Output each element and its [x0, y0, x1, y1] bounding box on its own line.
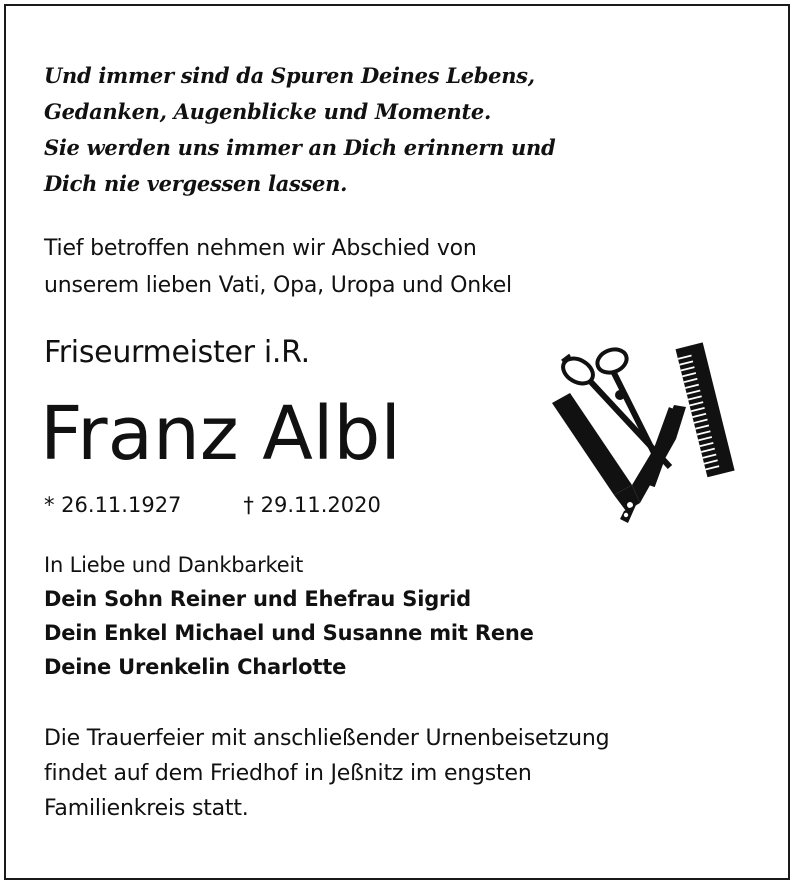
poem-line: Und immer sind da Spuren Deines Lebens,	[44, 63, 535, 88]
death-date: † 29.11.2020	[243, 493, 381, 517]
memorial-poem	[44, 58, 555, 202]
deceased-profession: Friseurmeister i.R.	[44, 335, 310, 370]
life-dates	[44, 489, 381, 521]
intro-line: unserem lieben Vati, Opa, Uropa und Onkel	[44, 273, 512, 298]
ceremony-line: Die Trauerfeier mit anschließender Urnenbeisetzung	[44, 726, 610, 751]
poem-line: Dich nie vergessen lassen.	[44, 171, 348, 196]
intro-line: Tief betroffen nehmen wir Abschied von	[44, 236, 477, 261]
poem-line: Gedanken, Augenblicke und Momente.	[44, 99, 491, 124]
mourners-list	[44, 548, 534, 684]
birth-date: * 26.11.1927	[44, 493, 182, 517]
mourner-entry: Dein Enkel Michael und Susanne mit Rene	[44, 621, 534, 645]
ceremony-line: Familienkreis statt.	[44, 796, 249, 821]
ceremony-line: findet auf dem Friedhof in Jeßnitz im engsten	[44, 761, 532, 786]
mourners-intro: In Liebe und Dankbarkeit	[44, 553, 304, 577]
mourner-entry: Dein Sohn Reiner und Ehefrau Sigrid	[44, 587, 472, 611]
poem-line: Sie werden uns immer an Dich erinnern und	[44, 135, 556, 160]
deceased-name: Franz Albl	[40, 391, 401, 477]
mourner-entry: Deine Urenkelin Charlotte	[44, 655, 347, 679]
barber-tools-illustration	[540, 335, 750, 540]
farewell-intro	[44, 230, 512, 304]
ceremony-info	[44, 721, 609, 826]
